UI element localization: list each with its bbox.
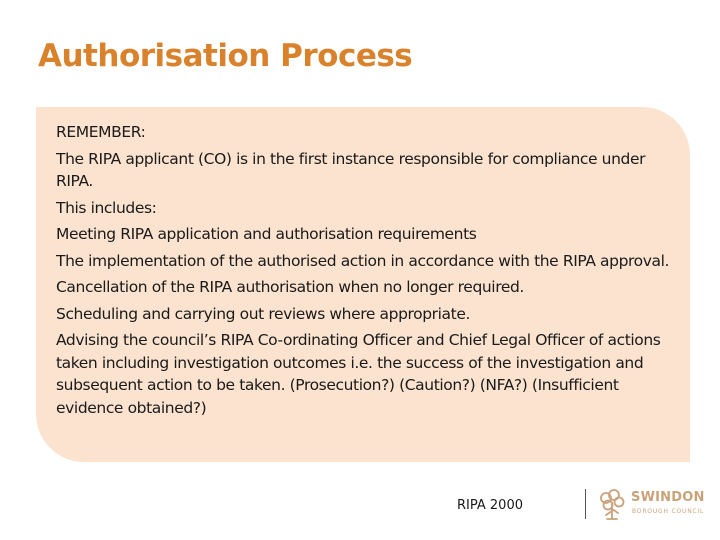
logo-name: SWINDON xyxy=(631,490,705,505)
footer-divider xyxy=(585,489,586,519)
content-line: This includes: xyxy=(56,198,157,217)
content-line: Cancellation of the RIPA authorisation when no longer required. xyxy=(56,278,524,296)
content-line: Meeting RIPA application and authorisation requirements xyxy=(56,225,477,243)
footer-text: RIPA 2000 xyxy=(457,498,523,513)
content-text xyxy=(56,121,678,423)
content-line: The RIPA applicant (CO) is in the first instance responsible for compliance under RIPA. xyxy=(56,149,646,190)
content-line: REMEMBER: xyxy=(56,123,146,141)
slide-title: Authorisation Process xyxy=(38,38,413,74)
logo-subtitle: BOROUGH COUNCIL xyxy=(632,508,705,515)
content-line: The implementation of the authorised action in accordance with the RIPA approval. xyxy=(56,251,670,270)
content-line: Scheduling and carrying out reviews where appropriate. xyxy=(56,304,470,323)
content-line: Advising the council’s RIPA Co-ordinating Officer and Chief Legal Officer of actions taken including investigation outcomes i.e. the success of the investigation and subsequent action to be taken. (Prosecution?) (Caution?) (NFA?) (Insufficient evidence obtained?) xyxy=(56,331,661,417)
tree-figure-icon xyxy=(597,489,627,521)
council-logo xyxy=(597,487,705,523)
